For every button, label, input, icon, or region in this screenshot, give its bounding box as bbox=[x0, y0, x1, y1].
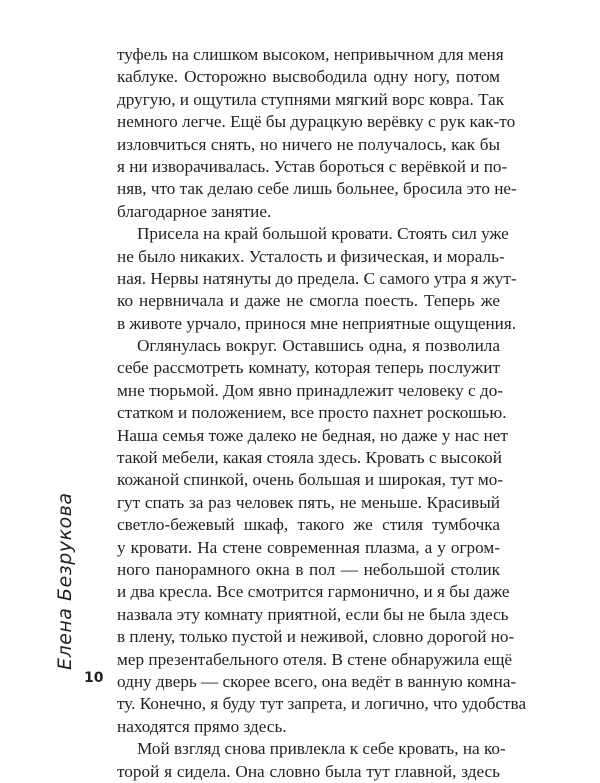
text-line: другую, и ощутила ступнями мягкий ворс ковра. Так bbox=[117, 89, 505, 109]
text-line: ная. Нервы натянуты до предела. С самого утра я жут- bbox=[117, 268, 517, 288]
text-line: в плену, только пустой и неживой, словно дорогой но- bbox=[117, 627, 515, 647]
text-line: одну дверь — скорее всего, она ведёт в ванную комна- bbox=[117, 671, 517, 691]
body-text bbox=[117, 44, 527, 783]
text-line: кожаной спинкой, очень большая и широкая, тут мо- bbox=[117, 470, 504, 490]
paragraph-first-line: Присела на край большой кровати. Стоять сил уже bbox=[137, 224, 509, 244]
text-line: и два кресла. Все смотрится гармонично, и я бы даже bbox=[117, 582, 510, 602]
paragraph-first-line: Оглянулась вокруг. Оставшись одна, я позволила bbox=[137, 336, 500, 356]
text-line: статком и положением, все просто пахнет роскошью. bbox=[117, 403, 507, 423]
text-line: находятся прямо здесь. bbox=[117, 716, 287, 736]
text-line: каблуке. Осторожно высвободила одну ногу, потом bbox=[117, 67, 500, 87]
text-line: мер презентабельного отеля. В стене обнаружила ещё bbox=[117, 649, 513, 669]
text-line: торой я сидела. Она словно была тут главной, здесь bbox=[117, 761, 500, 781]
paragraph-first-line: Мой взгляд снова привлекла к себе кровать, на ко- bbox=[137, 739, 506, 759]
text-line: няв, что так делаю себе лишь больнее, бросила это не- bbox=[117, 179, 517, 199]
text-line: назвала эту комнату приятной, если бы не была здесь bbox=[117, 604, 509, 624]
text-line: в животе урчало, принося мне неприятные ощущения. bbox=[117, 313, 517, 333]
text-line: у кровати. На стене современная плазма, а у огром- bbox=[117, 537, 500, 557]
text-line: туфель на слишком высоком, непривычном для меня bbox=[117, 45, 504, 64]
text-line: ту. Конечно, я буду тут запрета, и логично, что удобства bbox=[117, 694, 527, 714]
text-line: не было никаких. Усталость и физическая, и мораль- bbox=[117, 246, 505, 266]
text-line: гут спать за раз человек пять, не меньше. Красивый bbox=[117, 492, 500, 512]
text-line: немного легче. Ещё бы дурацкую верёвку с рук как-то bbox=[117, 112, 516, 132]
text-line: ко нервничала и даже не смогла поесть. Теперь же bbox=[117, 291, 500, 311]
author-name: Елена Безрукова bbox=[54, 492, 76, 670]
text-line: благодарное занятие. bbox=[117, 201, 272, 221]
text-line: Наша семья тоже далеко не бедная, но даже у нас нет bbox=[117, 425, 508, 445]
text-line: ного панорамного окна в пол — небольшой столик bbox=[117, 559, 500, 579]
page-number: 10 bbox=[84, 670, 104, 686]
text-line: я ни изворачивалась. Устав бороться с верёвкой и по- bbox=[117, 156, 508, 176]
text-line: светло-бежевый шкаф, такого же стиля тумбочка bbox=[117, 515, 500, 535]
text-line: мне тюрьмой. Дом явно принадлежит человеку с до- bbox=[117, 380, 504, 400]
text-line: себе рассмотреть комнату, которая теперь послужит bbox=[117, 358, 500, 378]
text-line: такой мебели, какая стояла здесь. Кровать с высокой bbox=[117, 448, 502, 468]
text-line: изловчиться снять, но ничего не получалось, как бы bbox=[117, 134, 500, 154]
